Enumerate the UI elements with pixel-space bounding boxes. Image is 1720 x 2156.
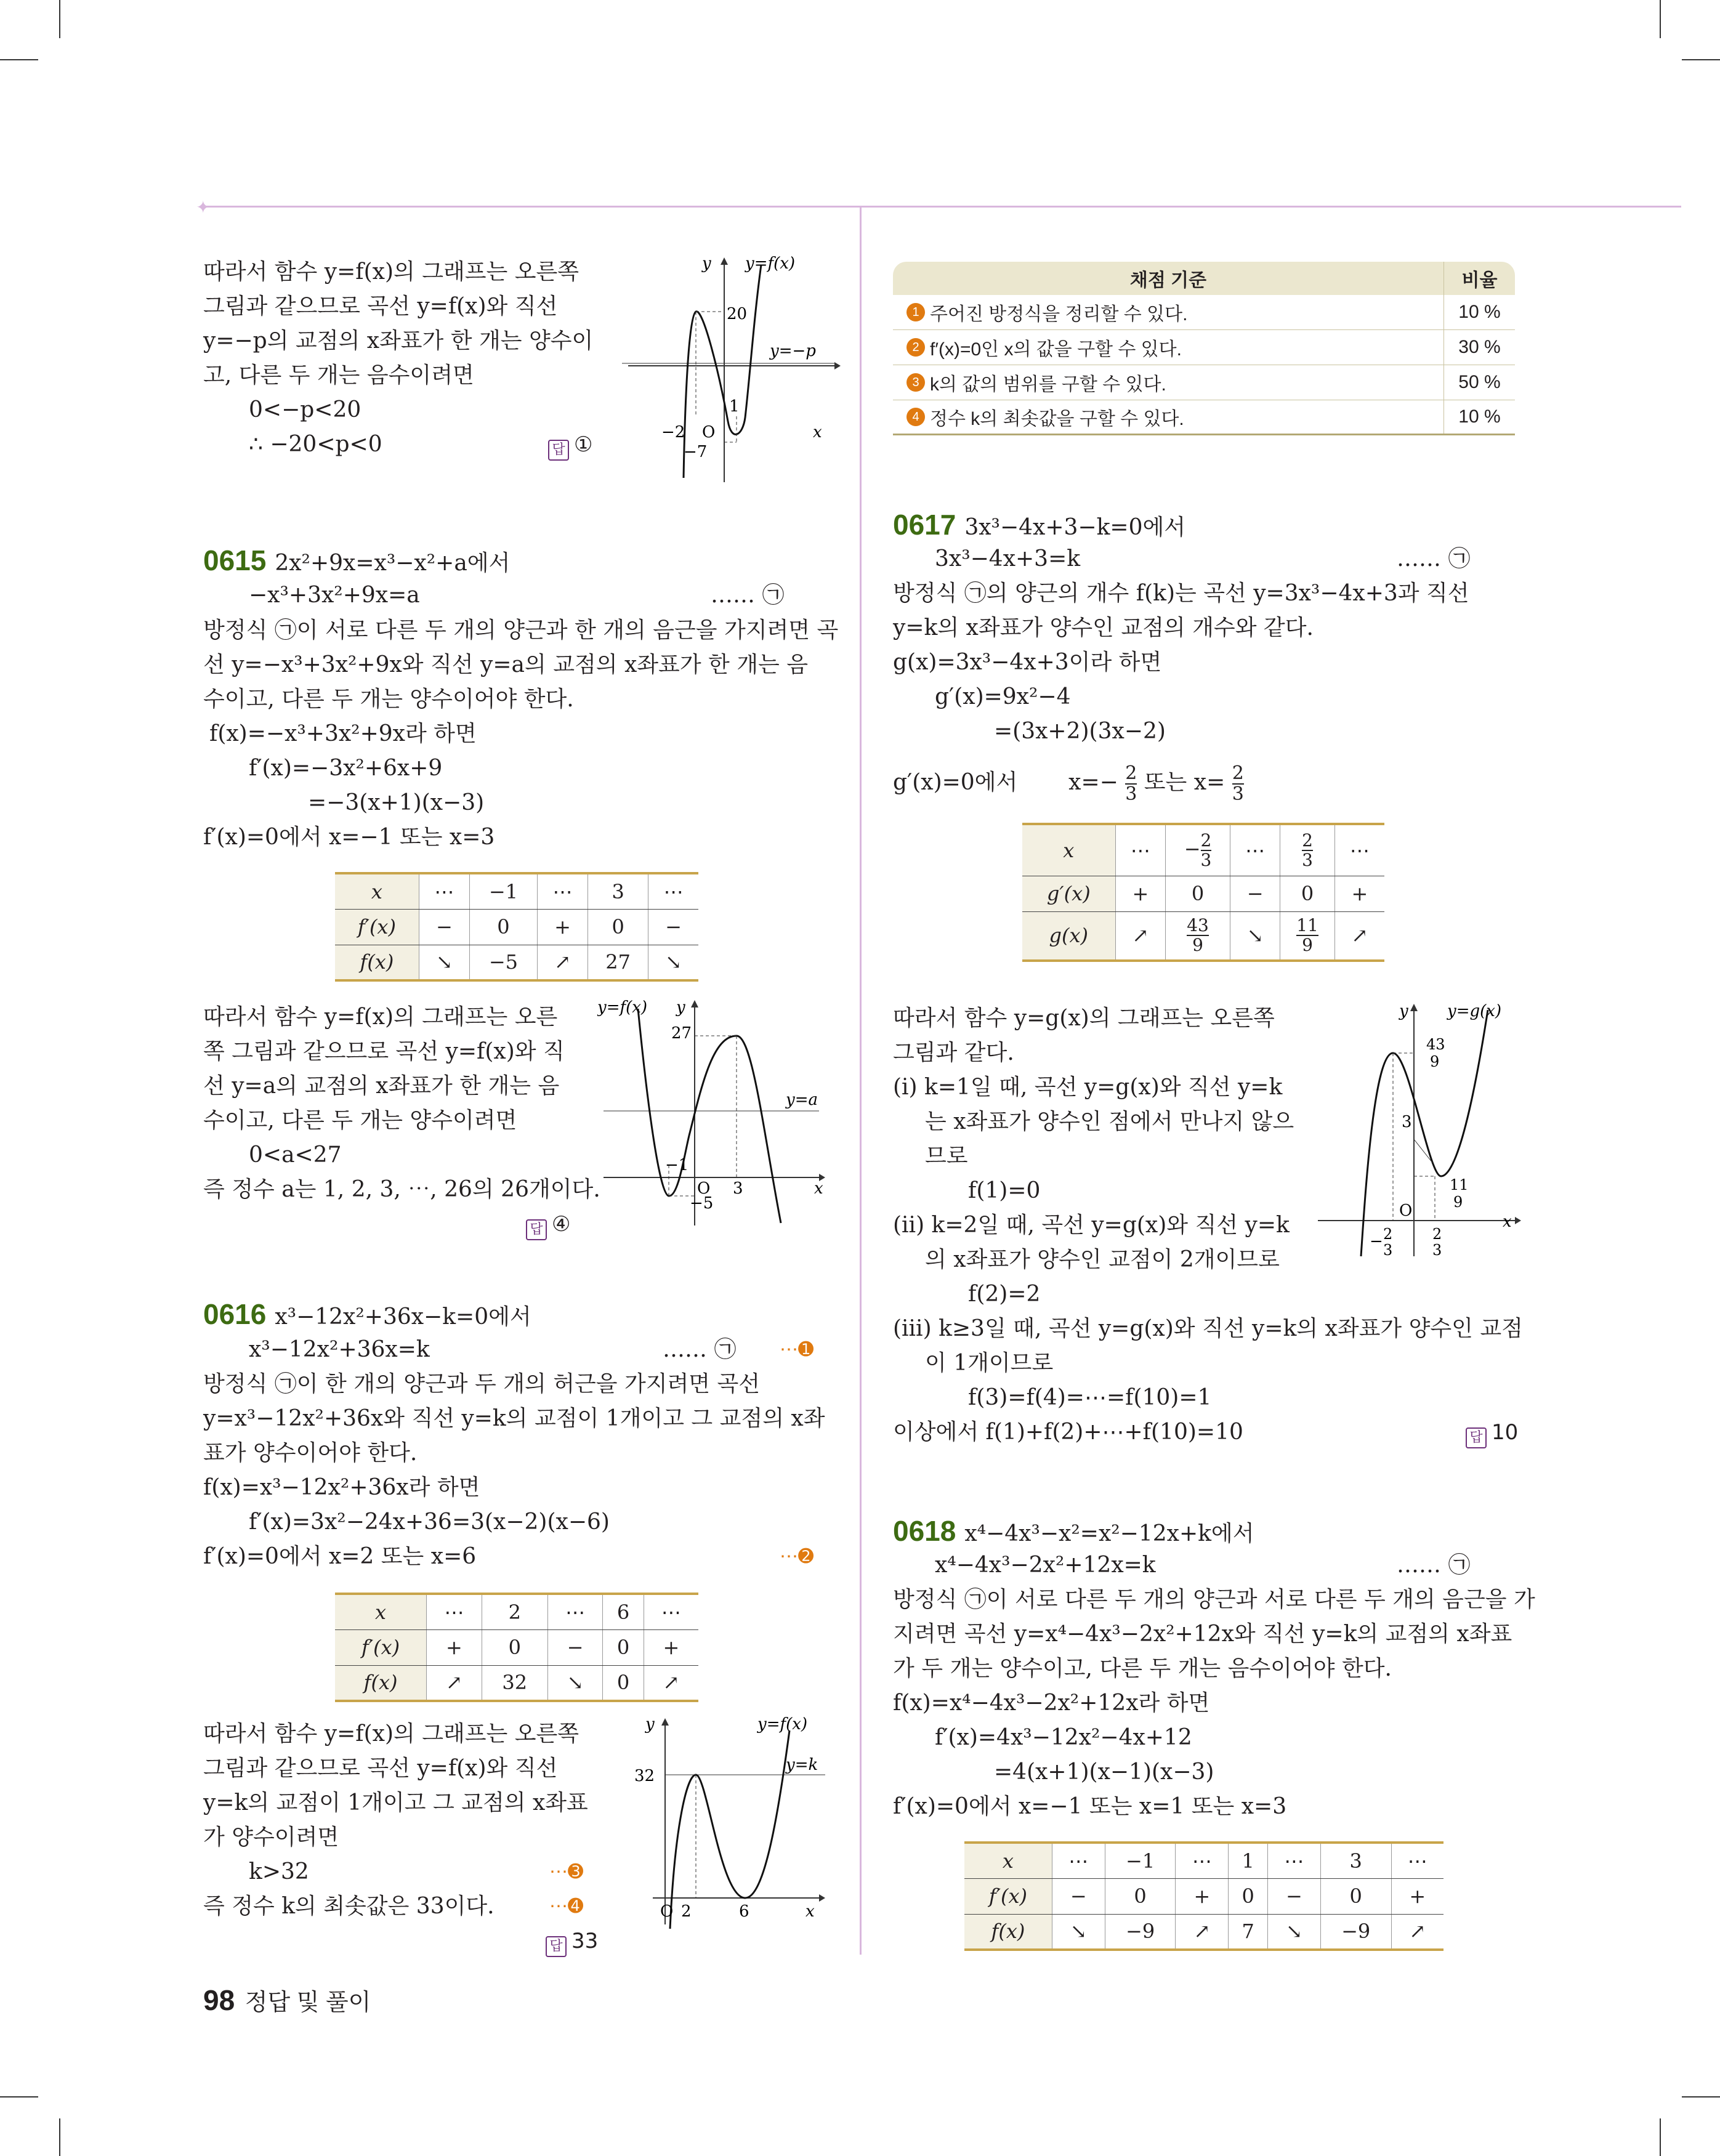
text-line: (ⅲ) k≥3일 때, 곡선 y=g(x)와 직선 y=k의 x좌표가 양수인 교점 [893, 1316, 1523, 1341]
scoring-rubric-table [893, 262, 1515, 435]
graph-label: 27 [671, 1024, 692, 1043]
text-line: 이 1개이므로 [925, 1351, 1054, 1376]
text-line: 가 두 개는 양수이고, 다른 두 개는 음수이어야 한다. [893, 1656, 1392, 1681]
text-line: g(x)=3x³−4x+3이라 하면 [893, 650, 1162, 675]
text-line: 방정식 ㉠이 한 개의 양근과 두 개의 허근을 가지려면 곡선 [203, 1371, 761, 1397]
text-line: 방정식 ㉠이 서로 다른 두 개의 양근과 서로 다른 두 개의 음근을 가 [893, 1587, 1535, 1612]
equation-tag: …… ㉠ [663, 1337, 737, 1362]
graph-label: 3 [733, 1179, 743, 1198]
text-line: 고, 다른 두 개는 음수이려면 [203, 363, 474, 388]
graph-label: y=f(x) [757, 1715, 808, 1734]
answer-icon: 답 [548, 440, 569, 461]
text-line: f′(x)=0에서 x=−1 또는 x=1 또는 x=3 [893, 1794, 1287, 1819]
crop-mark [0, 2096, 38, 2097]
graph-label: 3 [1402, 1113, 1412, 1131]
footer-label: 정답 및 풀이 [244, 1990, 371, 2016]
text-line: x³−12x²+36x−k=0에서 [275, 1304, 531, 1330]
graph-label: − [1370, 1232, 1383, 1251]
answer-value: ④ [552, 1212, 571, 1237]
fraction-den: 3 [1232, 783, 1244, 805]
graph-label: y=a [786, 1091, 818, 1109]
graph-label: y=k [786, 1756, 818, 1774]
text-line: f(3)=f(4)=⋯=f(10)=1 [968, 1385, 1212, 1410]
text-line: 그림과 같다. [893, 1040, 1014, 1065]
graph-label: y=f(x) [597, 998, 648, 1017]
problem-heading [203, 1298, 531, 1331]
text-line: 그림과 같으므로 곡선 y=f(x)와 직선 [203, 294, 558, 319]
text-line: 0<−p<20 [249, 397, 361, 422]
text-line: 3x³−4x+3−k=0에서 [964, 515, 1186, 540]
graph-label: x [813, 423, 822, 442]
graph-label: y [1399, 1002, 1408, 1020]
step-marker: ⋯➊ [780, 1339, 814, 1360]
top-divider-line [203, 206, 1681, 208]
text-line: 따라서 함수 y=f(x)의 그래프는 오른 [203, 1004, 558, 1030]
problem-heading [203, 544, 511, 577]
text-line: x⁴−4x³−2x²+12x=k [935, 1552, 1156, 1578]
intro-graph [622, 251, 844, 485]
rubric-text: 정수 k의 최솟값을 구할 수 있다. [930, 409, 1184, 429]
graph-label: O [702, 423, 716, 442]
variation-table: x ⋯ 2 ⋯ 6 ⋯ f′(x) + 0 − 0 + f(x) ↗ 32 ↘ 0 ↗ [335, 1593, 698, 1702]
text-line: 즉 정수 a는 1, 2, 3, ⋯, 26의 26개이다. [203, 1177, 600, 1202]
graph-label: 9 [1430, 1053, 1440, 1070]
variation-table: x ⋯ −1 ⋯ 1 ⋯ 3 ⋯ f′(x) − 0 + 0 − 0 + f(x) ↘ −9 ↗ 7 ↘ −9 ↗ [964, 1841, 1443, 1951]
text-line: x⁴−4x³−x²=x²−12x+k에서 [964, 1521, 1254, 1546]
text-line: y=k의 교점이 1개이고 그 교점의 x좌표 [203, 1790, 588, 1815]
crop-mark [1660, 0, 1661, 38]
step-marker: ⋯➋ [780, 1546, 814, 1567]
problem-number: 0616 [203, 1298, 267, 1330]
graph-label: y=−p [770, 342, 816, 360]
answer-mark [526, 1211, 570, 1240]
variation-table: x ⋯ −1 ⋯ 3 ⋯ f′(x) − 0 + 0 − f(x) ↘ −5 ↗ 27 ↘ [335, 872, 698, 982]
text-line: (ⅰ) k=1일 때, 곡선 y=g(x)와 직선 y=k [893, 1075, 1283, 1100]
graph-label: 20 [727, 305, 748, 323]
page-number: 98 [203, 1984, 235, 2016]
graph-label: −2 [661, 423, 685, 442]
answer-mark [548, 431, 592, 461]
variation-table: x ⋯ − $\frac{2}{3}$ ⋯ $\frac{2}{3}$ ⋯ g′(x) + 0 − 0 + g(x) ↗ $\frac{43}{9}$ ↘ $\frac{11}{9}$ ↗ [1022, 823, 1384, 962]
text-line: 그림과 같으므로 곡선 y=f(x)와 직선 [203, 1756, 558, 1781]
rubric-ratio: 10 % [1443, 400, 1515, 434]
rubric-ratio: 30 % [1443, 330, 1515, 365]
p0616-graph [634, 1712, 838, 1934]
text-line: y=k의 x좌표가 양수인 교점의 개수와 같다. [893, 615, 1314, 640]
graph-label: y [645, 1715, 655, 1734]
problem-heading [893, 511, 1185, 541]
text-line: y=−p의 교점의 x좌표가 한 개는 양수이 [203, 328, 594, 353]
crop-mark [0, 59, 38, 60]
graph-label: O [1399, 1201, 1413, 1220]
step-number-icon: 1 [906, 303, 925, 321]
text-line: (ⅱ) k=2일 때, 곡선 y=g(x)와 직선 y=k [893, 1213, 1290, 1238]
text-line: 방정식 ㉠의 양근의 개수 f(k)는 곡선 y=3x³−4x+3과 직선 [893, 581, 1469, 606]
text-line: 따라서 함수 y=f(x)의 그래프는 오른쪽 [203, 259, 579, 285]
answer-icon: 답 [526, 1219, 547, 1240]
graph-label: −7 [684, 443, 708, 461]
step-number-icon: 3 [906, 373, 925, 392]
text-line: f(x)=x⁴−4x³−2x²+12x라 하면 [893, 1690, 1210, 1716]
equation-tag: …… ㉠ [1397, 546, 1471, 571]
problem-number: 0618 [893, 1515, 956, 1547]
text-line: 수이고, 다른 두 개는 양수이려면 [203, 1108, 517, 1133]
step-number-icon: 4 [906, 408, 925, 426]
graph-label: 6 [739, 1902, 749, 1921]
crop-mark [1660, 2118, 1661, 2156]
text-segment: g′(x)=0에서 [893, 770, 1018, 795]
graph-label: 11 [1450, 1176, 1469, 1193]
graph-label: 32 [634, 1767, 655, 1785]
rubric-row [893, 365, 1515, 400]
text-line: y=x³−12x²+36x와 직선 y=k의 교점이 1개이고 그 교점의 x좌 [203, 1406, 825, 1431]
answer-mark [1466, 1419, 1518, 1448]
rubric-text: k의 값의 범위를 구할 수 있다. [930, 374, 1166, 395]
answer-icon: 답 [546, 1936, 567, 1957]
graph-label: x [1503, 1213, 1512, 1231]
crop-mark [1682, 59, 1720, 60]
text-segment: x=− [1068, 770, 1118, 795]
text-line: 0<a<27 [249, 1142, 342, 1168]
graph-label: −5 [690, 1194, 714, 1213]
answer-icon: 답 [1466, 1427, 1487, 1448]
rubric-ratio: 10 % [1443, 295, 1515, 329]
graph-label: 2 [1383, 1225, 1393, 1243]
fraction-num: 2 [1125, 762, 1137, 784]
step-marker: ⋯➌ [549, 1862, 584, 1882]
graph-label: 9 [1453, 1193, 1463, 1211]
text-line: x³−12x²+36x=k [249, 1337, 430, 1362]
root-line [893, 764, 1244, 804]
rubric-header [893, 262, 1515, 295]
crop-mark [59, 2118, 60, 2156]
text-line: f(x)=x³−12x²+36x라 하면 [203, 1475, 480, 1500]
graph-label: y=g(x) [1447, 1002, 1502, 1020]
equation-tag: …… ㉠ [711, 583, 785, 608]
fraction-den: 3 [1125, 783, 1137, 805]
star-ornament-icon: ✦ [196, 197, 211, 217]
text-line: ∴ −20<p<0 [249, 432, 382, 457]
rubric-row [893, 295, 1515, 330]
crop-mark [59, 0, 60, 38]
rubric-text: 주어진 방정식을 정리할 수 있다. [930, 304, 1188, 325]
graph-label: 2 [1432, 1225, 1442, 1243]
text-line: 따라서 함수 y=f(x)의 그래프는 오른쪽 [203, 1721, 579, 1746]
graph-label: 2 [681, 1902, 692, 1921]
p0615-graph [597, 998, 831, 1232]
equation-tag: …… ㉠ [1397, 1552, 1471, 1578]
graph-label: y [702, 254, 711, 273]
text-segment: 또는 x= [1144, 770, 1225, 795]
graph-label: 43 [1426, 1036, 1445, 1053]
text-line: =−3(x+1)(x−3) [308, 790, 485, 815]
p0617-graph [1312, 998, 1527, 1269]
graph-label: O [660, 1902, 674, 1921]
column-divider [860, 206, 862, 1955]
answer-value: ① [574, 432, 593, 457]
text-line: f(1)=0 [968, 1178, 1041, 1203]
text-line: 선 y=−x³+3x²+9x와 직선 y=a의 교점의 x좌표가 한 개는 음 [203, 652, 809, 677]
graph-label: 1 [729, 397, 740, 416]
text-line: 3x³−4x+3=k [935, 546, 1081, 571]
text-line: f′(x)=0에서 x=2 또는 x=6 [203, 1544, 477, 1569]
rubric-row [893, 400, 1515, 435]
graph-label: x [814, 1179, 823, 1198]
answer-value: 10 [1492, 1420, 1519, 1445]
text-line: 는 x좌표가 양수인 점에서 만나지 않으 [925, 1109, 1294, 1134]
graph-label: 3 [1432, 1242, 1442, 1259]
rubric-header-criteria: 채점 기준 [1129, 270, 1207, 291]
answer-value: 33 [571, 1929, 599, 1953]
text-line: =4(x+1)(x−1)(x−3) [994, 1759, 1214, 1785]
graph-label: y [676, 998, 685, 1017]
text-line: f′(x)=3x²−24x+36=3(x−2)(x−6) [249, 1509, 610, 1535]
text-line: 선 y=a의 교점의 x좌표가 한 개는 음 [203, 1073, 560, 1099]
rubric-row [893, 330, 1515, 365]
text-line: 수이고, 다른 두 개는 양수이어야 한다. [203, 687, 574, 712]
text-line: 가 양수이려면 [203, 1825, 339, 1850]
text-line: 즉 정수 k의 최솟값은 33이다. [203, 1894, 495, 1919]
text-line: 방정식 ㉠이 서로 다른 두 개의 양근과 한 개의 음근을 가지려면 곡 [203, 618, 839, 643]
text-line: 지려면 곡선 y=x⁴−4x³−2x²+12x와 직선 y=k의 교점의 x좌표 [893, 1621, 1512, 1647]
text-line: 표가 양수이어야 한다. [203, 1440, 418, 1466]
text-line: 따라서 함수 y=g(x)의 그래프는 오른쪽 [893, 1006, 1275, 1031]
text-line: 의 x좌표가 양수인 교점이 2개이므로 [925, 1247, 1280, 1272]
step-marker: ⋯➍ [549, 1896, 584, 1916]
text-line: f′(x)=−3x²+6x+9 [249, 756, 443, 781]
problem-heading [893, 1517, 1254, 1548]
graph-label: y=f(x) [745, 254, 796, 273]
text-line: 이상에서 f(1)+f(2)+⋯+f(10)=10 [893, 1419, 1243, 1445]
text-line: f(x)=−x³+3x²+9x라 하면 [209, 721, 477, 746]
text-line: f′(x)=4x³−12x²−4x+12 [935, 1725, 1192, 1750]
graph-label: 3 [1383, 1242, 1393, 1259]
graph-label: x [805, 1902, 815, 1921]
answer-mark [546, 1928, 598, 1957]
graph-label: −1 [665, 1156, 689, 1174]
crop-mark [1682, 2096, 1720, 2097]
text-line: g′(x)=9x²−4 [935, 684, 1071, 709]
page-footer [203, 1983, 371, 2017]
text-line: 므로 [925, 1144, 968, 1169]
text-line: =(3x+2)(3x−2) [994, 719, 1166, 744]
text-line: −x³+3x²+9x=a [249, 583, 420, 608]
step-number-icon: 2 [906, 338, 925, 357]
text-line: 2x²+9x=x³−x²+a에서 [275, 551, 511, 576]
problem-number: 0617 [893, 509, 956, 541]
rubric-text: f′(x)=0인 x의 값을 구할 수 있다. [930, 339, 1182, 360]
problem-number: 0615 [203, 544, 267, 576]
text-line: f(2)=2 [968, 1282, 1041, 1307]
text-line: f′(x)=0에서 x=−1 또는 x=3 [203, 825, 495, 850]
rubric-ratio: 50 % [1443, 365, 1515, 400]
fraction-num: 2 [1232, 762, 1244, 784]
text-line: k>32 [249, 1859, 309, 1884]
text-line: 쪽 그림과 같으므로 곡선 y=f(x)와 직 [203, 1039, 565, 1064]
rubric-header-ratio: 비율 [1443, 262, 1515, 295]
graph-label: O [697, 1179, 711, 1198]
